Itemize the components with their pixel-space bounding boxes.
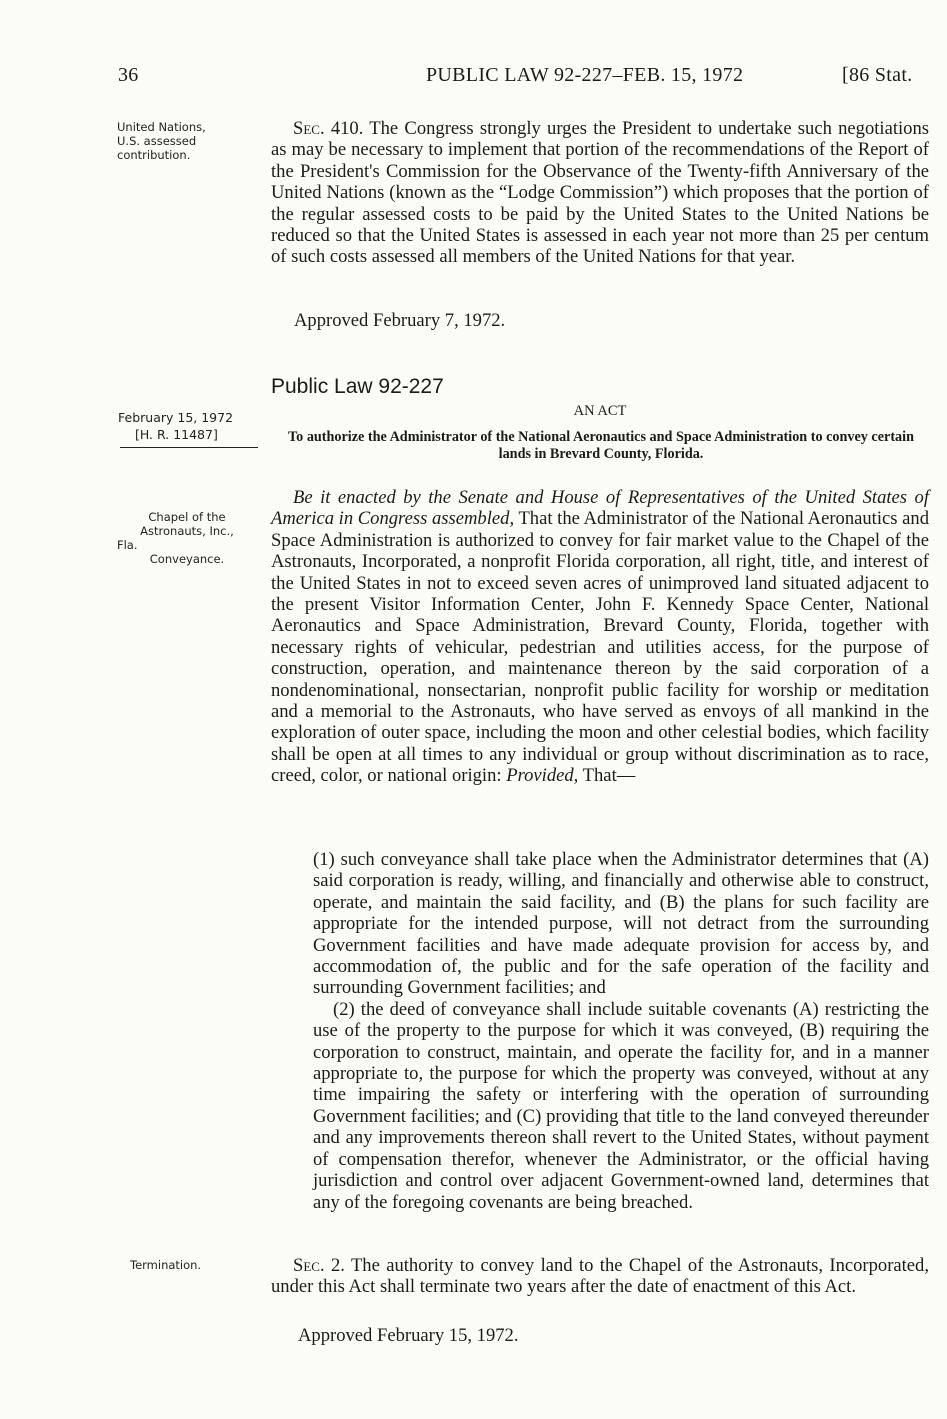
proviso-tail: That—	[582, 765, 636, 787]
running-title: PUBLIC LAW 92-227–FEB. 15, 1972	[426, 64, 744, 86]
clause-2-text: (2) the deed of conveyance shall include suitable covenants (A) restricting the use of the property to the purpose for which it was conveyed, (B) requiring the corporation to construct, maintain, and operate the facility for, and in a manner appropriate to, the purpose for which the property was conveyed, without at any time impairing the safety or interfering with the operation of surrounding Government facilities; and (C) providing that title to the land conveyed thereunder and any improvements thereon shall revert to the United States, without payment of compensation therefor, whenever the Administrator, or the official having jurisdiction and control over adjacent Government-owned land, determines that any of the foregoing covenants are being breached.	[313, 998, 929, 1213]
margin-note-date: February 15, 1972	[118, 410, 234, 425]
margin-note-line: contribution.	[117, 148, 191, 162]
statute-reference: [86 Stat.	[842, 64, 913, 86]
section-label: Sec. 2.	[293, 1255, 345, 1276]
margin-note-line: U.S. assessed	[117, 134, 197, 148]
proviso-clauses	[313, 849, 929, 1213]
margin-note-line: Chapel of the	[148, 510, 226, 524]
page-number: 36	[118, 64, 139, 86]
section-410-text: The Congress strongly urges the President to undertake such negotiations as may be necessary to implement that portion of the recommendations of the Report of the President's Commission for the Observance of the Twenty-fifth Anniversary of the United Nations (known as the “Lodge Commission”) which proposes that the portion of the regular assessed costs to be paid by the United States to the United Nations be reduced so that the United States is assessed in each year not more than 25 per centum of such costs assessed all members of the United Nations for that year.	[271, 118, 930, 268]
clause-1-text: (1) such conveyance shall take place when the Administrator determines that (A) said corporation is ready, willing, and financially and otherwise able to construct, operate, and maintain the said facility, and (B) the plans for such facility are appropriate for the intended purpose, will not detract from the surrounding Government facilities and have made adequate provision for access by, and accommodation of, the public and for the safe operation of the facility and surrounding Government facilities; and	[313, 849, 929, 999]
conveyance-text: That the Administrator of the National Aeronautics and Space Administration is authorized to convey for fair market value to the Chapel of the Astronauts, Incorporated, a nonprofit Florida corporation, all right, title, and interest of the United States in not to exceed seven acres of unimproved land situated adjacent to the present Visitor Information Center, John F. Kennedy Space Center, National Aeronautics and Space Administration, Brevard County, Florida, together with necessary rights of vehicular, pedestrian and utilities access, for the purpose of construction, operation, and maintenance thereon by the said corporation of a nondenominational, nonsectarian, nonprofit public facility for worship or meditation and a memorial to the Astronauts, who have served as envoys of all mankind in the exploration of outer space, including the moon and other celestial bodies, which facility shall be open at all times to any individual or group without discrimination as to race, creed, color, or national origin:	[271, 508, 930, 787]
margin-note-line: United Nations,	[117, 120, 206, 134]
margin-divider	[120, 447, 258, 448]
section-2	[271, 1255, 929, 1298]
section-label: Sec. 410.	[293, 118, 364, 139]
enacting-section	[271, 487, 929, 787]
margin-note-line: Fla.	[117, 538, 138, 552]
act-purpose: To authorize the Administrator of the National Aeronautics and Space Administration to convey certain lands in Brevard County, Florida.	[288, 429, 914, 462]
margin-note-line: Astronauts, Inc.,	[140, 524, 234, 538]
section-410-paragraph	[271, 118, 929, 268]
margin-note-termination: Termination.	[130, 1258, 202, 1272]
an-act-heading: AN ACT	[573, 403, 627, 419]
section-2-paragraph	[271, 1255, 929, 1298]
section-2-text: The authority to convey land to the Chapel of the Astronauts, Incorporated, under this Act shall terminate two years after the date of enactment of this Act.	[271, 1255, 930, 1298]
section-410	[271, 118, 929, 268]
margin-note-bill-number: [H. R. 11487]	[135, 427, 218, 442]
margin-note-un-contribution	[117, 120, 257, 162]
clause-1	[313, 849, 929, 999]
proviso-label: Provided,	[506, 765, 579, 787]
clause-2	[313, 999, 929, 1213]
enacting-clause: Be it enacted by the Senate and House of Representatives of the United States of America in Congress assembled,	[271, 487, 929, 530]
margin-note-chapel	[117, 510, 257, 566]
public-law-title: Public Law 92-227	[271, 375, 444, 398]
enacting-paragraph	[271, 487, 929, 787]
approval-line-final: Approved February 15, 1972.	[298, 1325, 519, 1346]
margin-note-line: Conveyance.	[149, 552, 225, 566]
approval-line-410: Approved February 7, 1972.	[294, 310, 506, 331]
